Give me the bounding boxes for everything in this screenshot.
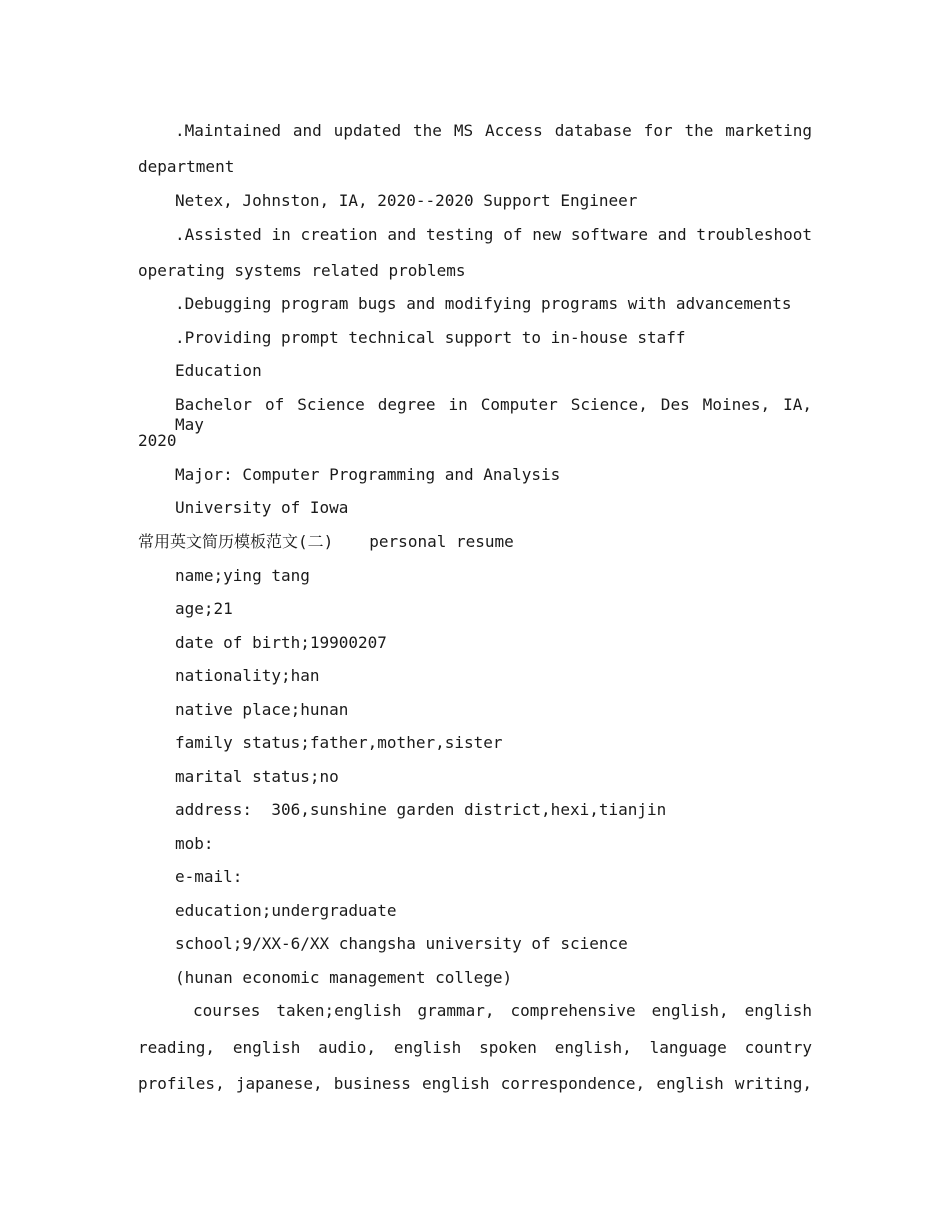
- paragraph-line: department: [138, 157, 235, 176]
- section-title-english: personal resume: [369, 532, 514, 551]
- paragraph-line: University of Iowa: [175, 498, 349, 517]
- resume-field: native place;hunan: [175, 700, 349, 719]
- resume-field: date of birth;19900207: [175, 633, 387, 652]
- paragraph-line: operating systems related problems: [138, 261, 466, 280]
- resume-field: family status;father,mother,sister: [175, 733, 503, 752]
- resume-field: nationality;han: [175, 666, 320, 685]
- resume-field: age;21: [175, 599, 233, 618]
- paragraph-line: Major: Computer Programming and Analysis: [175, 465, 561, 484]
- resume-field: education;undergraduate: [175, 901, 397, 920]
- resume-field: name;ying tang: [175, 566, 310, 585]
- paragraph-line: .Assisted in creation and testing of new software and troubleshoot: [175, 225, 812, 244]
- paragraph-line: courses taken;english grammar, comprehensive english, english: [193, 1001, 812, 1020]
- bullet-line: .Providing prompt technical support to in-house staff: [175, 328, 686, 347]
- section-title: [138, 532, 812, 552]
- resume-field: (hunan economic management college): [175, 968, 513, 987]
- paragraph-line: .Maintained and updated the MS Access database for the marketing: [175, 121, 812, 140]
- resume-field: mob:: [175, 834, 214, 853]
- resume-field: marital status;no: [175, 767, 339, 786]
- paragraph-line: Bachelor of Science degree in Computer Science, Des Moines, IA, May: [175, 395, 812, 434]
- paragraph-line: 2020: [138, 431, 177, 450]
- resume-field: address: 306,sunshine garden district,hexi,tianjin: [175, 800, 667, 819]
- resume-field: school;9/XX-6/XX changsha university of science: [175, 934, 628, 953]
- paragraph-line: reading, english audio, english spoken english, language country: [138, 1038, 812, 1057]
- bullet-line: .Debugging program bugs and modifying programs with advancements: [175, 294, 792, 313]
- job-heading: Netex, Johnston, IA, 2020--2020 Support Engineer: [175, 191, 638, 210]
- section-title-chinese: 常用英文简历模板范文(二): [138, 532, 334, 551]
- resume-field: e-mail:: [175, 867, 243, 886]
- section-heading-education: Education: [175, 361, 262, 380]
- paragraph-line: profiles, japanese, business english correspondence, english writing,: [138, 1074, 812, 1093]
